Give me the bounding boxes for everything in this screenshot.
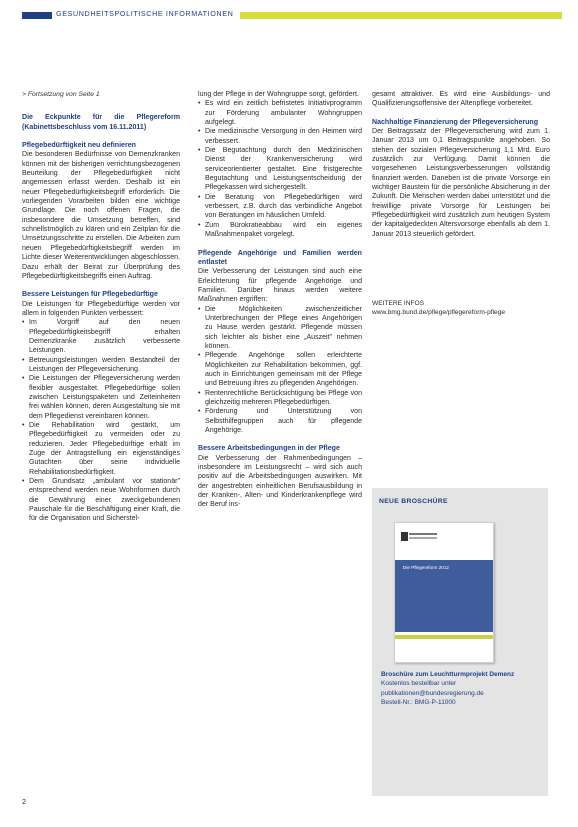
brochure-label: NEUE BROSCHÜRE: [379, 498, 448, 505]
list-item: • Die Rehabilitation wird gestärkt, um Pflegebedürftigkeit zu vermeiden oder zu reduzieren. Jeder Pflegebedürftige erhält im Zuge der Antragstellung ein eigenständiges Gutachten über seine individuelle Rehabilitationsbedürftigkeit.: [22, 421, 180, 477]
header-title: GESUNDHEITSPOLITISCHE INFORMATIONEN: [56, 9, 234, 18]
section-text: Die Leistungen für Pflegebedürftige werden vor allem in folgenden Punkten verbessert:: [22, 300, 180, 317]
list-item: • Betreuungsleistungen werden Bestandteil der Leistungen der Pflegeversicherung.: [22, 356, 180, 375]
section-heading: Pflegende Angehörige und Familien werden entlastet: [198, 249, 362, 266]
bullet-list: [198, 305, 362, 436]
section-text: gesamt attraktiver. Es wird eine Ausbildungs- und Qualifizierungsoffensive der Altenpflege vorbereitet.: [372, 91, 550, 108]
brochure-info: [381, 670, 543, 708]
cover-band: [395, 560, 493, 632]
brochure-title: Broschüre zum Leuchtturmprojekt Demenz: [381, 671, 515, 678]
column-1: [22, 90, 180, 524]
brochure-email[interactable]: publikationen@bundesregierung.de: [381, 689, 484, 697]
header-bar-left: [22, 12, 52, 19]
bullet-list: [198, 99, 362, 239]
section-heading: Pflegebedürftigkeit neu definieren: [22, 142, 136, 150]
list-item: • Es wird ein zeitlich befristetes Initiativprogramm zur Förderung ambulanter Wohngruppen aufgelegt.: [198, 99, 362, 127]
list-item: • Im Vorgriff auf den neuen Pflegebedürftigkeitsbegriff erhalten Demenzkranke zusätzlich verbesserte Leistungen.: [22, 318, 180, 355]
section-text: Die Verbesserung der Rahmenbedingungen – insbesondere im Leistungsrecht – wird sich auch positiv auf die Arbeitsbedingungen auswirken. Mit der angestrebten einheitlichen Berufsausbildung in der Kranken-, Alten- und Kinderkrankenpflege wird der Beruf ins-: [198, 454, 362, 509]
section-text: Die Verbesserung der Leistungen sind auch eine Erleichterung für pflegende Angehörige und Familien. Darüber hinaus werden weitere Maßnahmen ergriffen:: [198, 268, 362, 304]
section-heading: Bessere Arbeitsbedingungen in der Pflege: [198, 445, 340, 453]
brochure-cover[interactable]: [394, 522, 494, 663]
more-info-label: WEITERE INFOS: [372, 300, 425, 308]
brochure-order-number: Bestell-Nr.: BMG-P-11000: [381, 699, 456, 707]
column-2: [198, 90, 362, 510]
list-item: • Pflegende Angehörige sollen erleichterte Möglichkeiten zur Rehabilitation bekommen, ggf. auch in Einrichtungen gemeinsam mit der Pflege und Betreuung ihres zu pflegenden Angehörigen.: [198, 351, 362, 388]
column-3: [372, 90, 550, 317]
section-text: Die besonderen Bedürfnisse von Demenzkranken können mit der bisherigen verrichtungsbezogenen Beurteilung der Pflegebedürftigkeit nicht angemessen erfasst werden. Deshalb ist ein neuer Pflegebedürftigkeitsbegriff erforderlich. Die vorliegenden Vorarbeiten bilden eine wichtige Grundlage. Die noch offenen Fragen, die insbesondere die Umsetzung betreffen, sind schnellstmöglich zu klären und ein Zeitplan für die Umsetzungsschritte zu erstellen. Die Arbeiten zum neuen Pflegebedürftigkeitsbegriff werden im Lichte dieser Weiterentwicklungen abgeschlossen. Dazu erhält der Beirat zur Überprüfung des Pflegebedürftigkeitsbegriffs einen Auftrag.: [22, 151, 180, 280]
list-item: • Die Leistungen der Pflegeversicherung werden flexibler ausgestaltet. Pflegebedürftige sollen zwischen Leistungspaketen und Zeiteinheiten frei wählen können, deren Ausgestaltung sie mit dem Pflegedienst vereinbaren können.: [22, 374, 180, 421]
bullet-list: [22, 318, 180, 524]
brochure-order-note: Kostenlos bestellbar unter: [381, 680, 457, 688]
section-heading: Nachhaltige Finanzierung der Pflegeversicherung: [372, 118, 539, 126]
ministry-logo: [401, 532, 408, 541]
list-item: • Die Beratung von Pflegebedürftigen wird verbessert, z.B. durch das verbindliche Angebot von Beratungen im häuslichen Umfeld.: [198, 193, 362, 221]
list-item: • Die Möglichkeiten zwischenzeitlicher Unterbrechungen der Pflege eines Angehörigen zu Hause werden gestärkt. Pflegende müssen sich leichter als bisher eine „Auszeit" nehmen können.: [198, 305, 362, 352]
list-item: • Förderung und Unterstützung von Selbsthilfegruppen auch für pflegende Angehörige.: [198, 407, 362, 435]
list-item: • Dem Grundsatz „ambulant vor stationär" entsprechend werden neue Wohnformen durch die Gewährung einer zweckgebundenen Pauschale für die Beschäftigung einer Kraft, die für die Organisation und Sicherstel-: [22, 477, 180, 524]
section-heading: Bessere Leistungen für Pflegebedürftige: [22, 291, 158, 299]
more-info-link[interactable]: www.bmg.bund.de/pflege/pflegereform-pflege: [372, 309, 506, 317]
more-info: [372, 299, 550, 317]
list-item: • Zum Bürokratieabbau wird ein eigenes Maßnahmenpaket vorgelegt.: [198, 221, 362, 240]
header-bar-right: [240, 12, 562, 19]
page-header: [22, 8, 562, 22]
section-text: lung der Pflege in der Wohngruppe sorgt, gefördert.: [198, 91, 359, 98]
list-item: • Die medizinische Versorgung in den Heimen wird verbessert.: [198, 127, 362, 146]
list-item: • Rentenrechtliche Berücksichtigung bei Pflege von gleichzeitig mehreren Pflegebedürftigen.: [198, 389, 362, 408]
continuation-note: > Fortsetzung von Seite 1: [22, 91, 100, 98]
main-heading: Die Eckpunkte für die Pflegereform (Kabinettsbeschluss vom 16.11.2011): [22, 114, 180, 131]
cover-stripe: [395, 635, 493, 639]
brochure-box: [372, 488, 548, 796]
page-number: 2: [22, 797, 26, 806]
cover-title: Die Pflegereform 2012: [403, 565, 449, 570]
list-item: • Die Begutachtung durch den Medizinischen Dienst der Krankenversicherung wird serviceorientierter gestaltet. Eine fristgerechte Begutachtung und Leistungsentscheidung der Pflegekassen wird sichergestellt.: [198, 146, 362, 193]
section-text: Der Beitragssatz der Pflegeversicherung wird zum 1. Januar 2013 um 0,1 Beitragspunkte angehoben. So stehen der sozialen Pflegeversicherung 1,1 Mrd. Euro zusätzlich zur Verfügung. Damit können die vorgesehenen Leistungsverbesserungen vollständig finanziert werden. Daneben ist die private Vorsorge ein wichtiger Baustein für die persönliche Absicherung in der Zukunft. Die Menschen werden dabei unterstützt und die freiwillige private Vorsorge für Leistungen bei Pflegebedürftigkeit wird zusätzlich zum heutigen System der kapitalgedeckten Altersvorsorge ebenfalls ab dem 1. Januar 2013 steuerlich gefördert.: [372, 128, 550, 238]
